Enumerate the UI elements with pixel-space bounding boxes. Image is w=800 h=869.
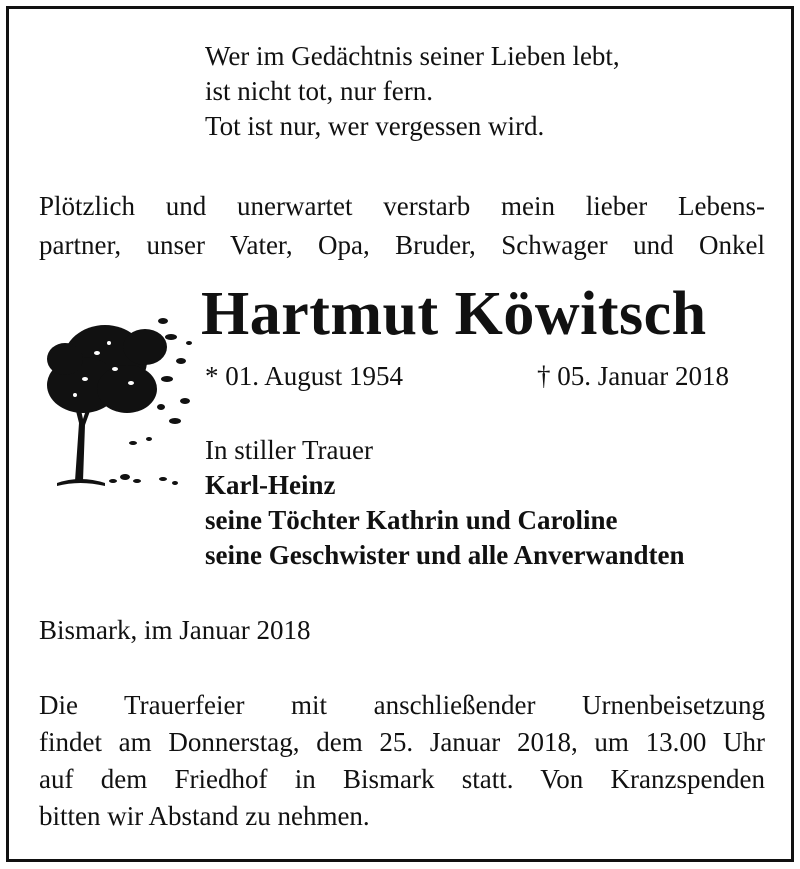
service-line: auf dem Friedhof in Bismark statt. Von Kranzspenden [39,764,765,794]
mourner-line: Karl-Heinz [205,470,336,500]
deceased-name: Hartmut Köwitsch [201,280,707,348]
mourner-line: seine Töchter Kathrin und Caroline [205,505,618,535]
announcement-text [39,187,765,265]
tree-icon [35,303,197,493]
service-line: bitten wir Abstand zu nehmen. [39,801,370,831]
mourners-block [205,433,685,573]
poem-line: Wer im Gedächtnis seiner Lieben lebt, [205,41,620,71]
poem-line: ist nicht tot, nur fern. [205,76,433,106]
announcement-line: Plötzlich und unerwartet verstarb mein lieber Lebens- [39,191,765,221]
memorial-poem [205,39,620,144]
mourning-heading: In stiller Trauer [205,435,373,465]
death-date: † 05. Januar 2018 [537,361,729,391]
service-line: findet am Donnerstag, dem 25. Januar 2018, um 13.00 Uhr [39,727,765,757]
obituary-card [6,6,794,862]
poem-line: Tot ist nur, wer vergessen wird. [205,111,545,141]
place-date: Bismark, im Januar 2018 [39,615,311,645]
mourner-line: seine Geschwister und alle Anverwandten [205,540,685,570]
service-line: Die Trauerfeier mit anschließender Urnenbeisetzung [39,690,765,720]
funeral-service-text [39,687,765,835]
birth-date: * 01. August 1954 [205,361,404,391]
announcement-line: partner, unser Vater, Opa, Bruder, Schwager und Onkel [39,230,765,260]
